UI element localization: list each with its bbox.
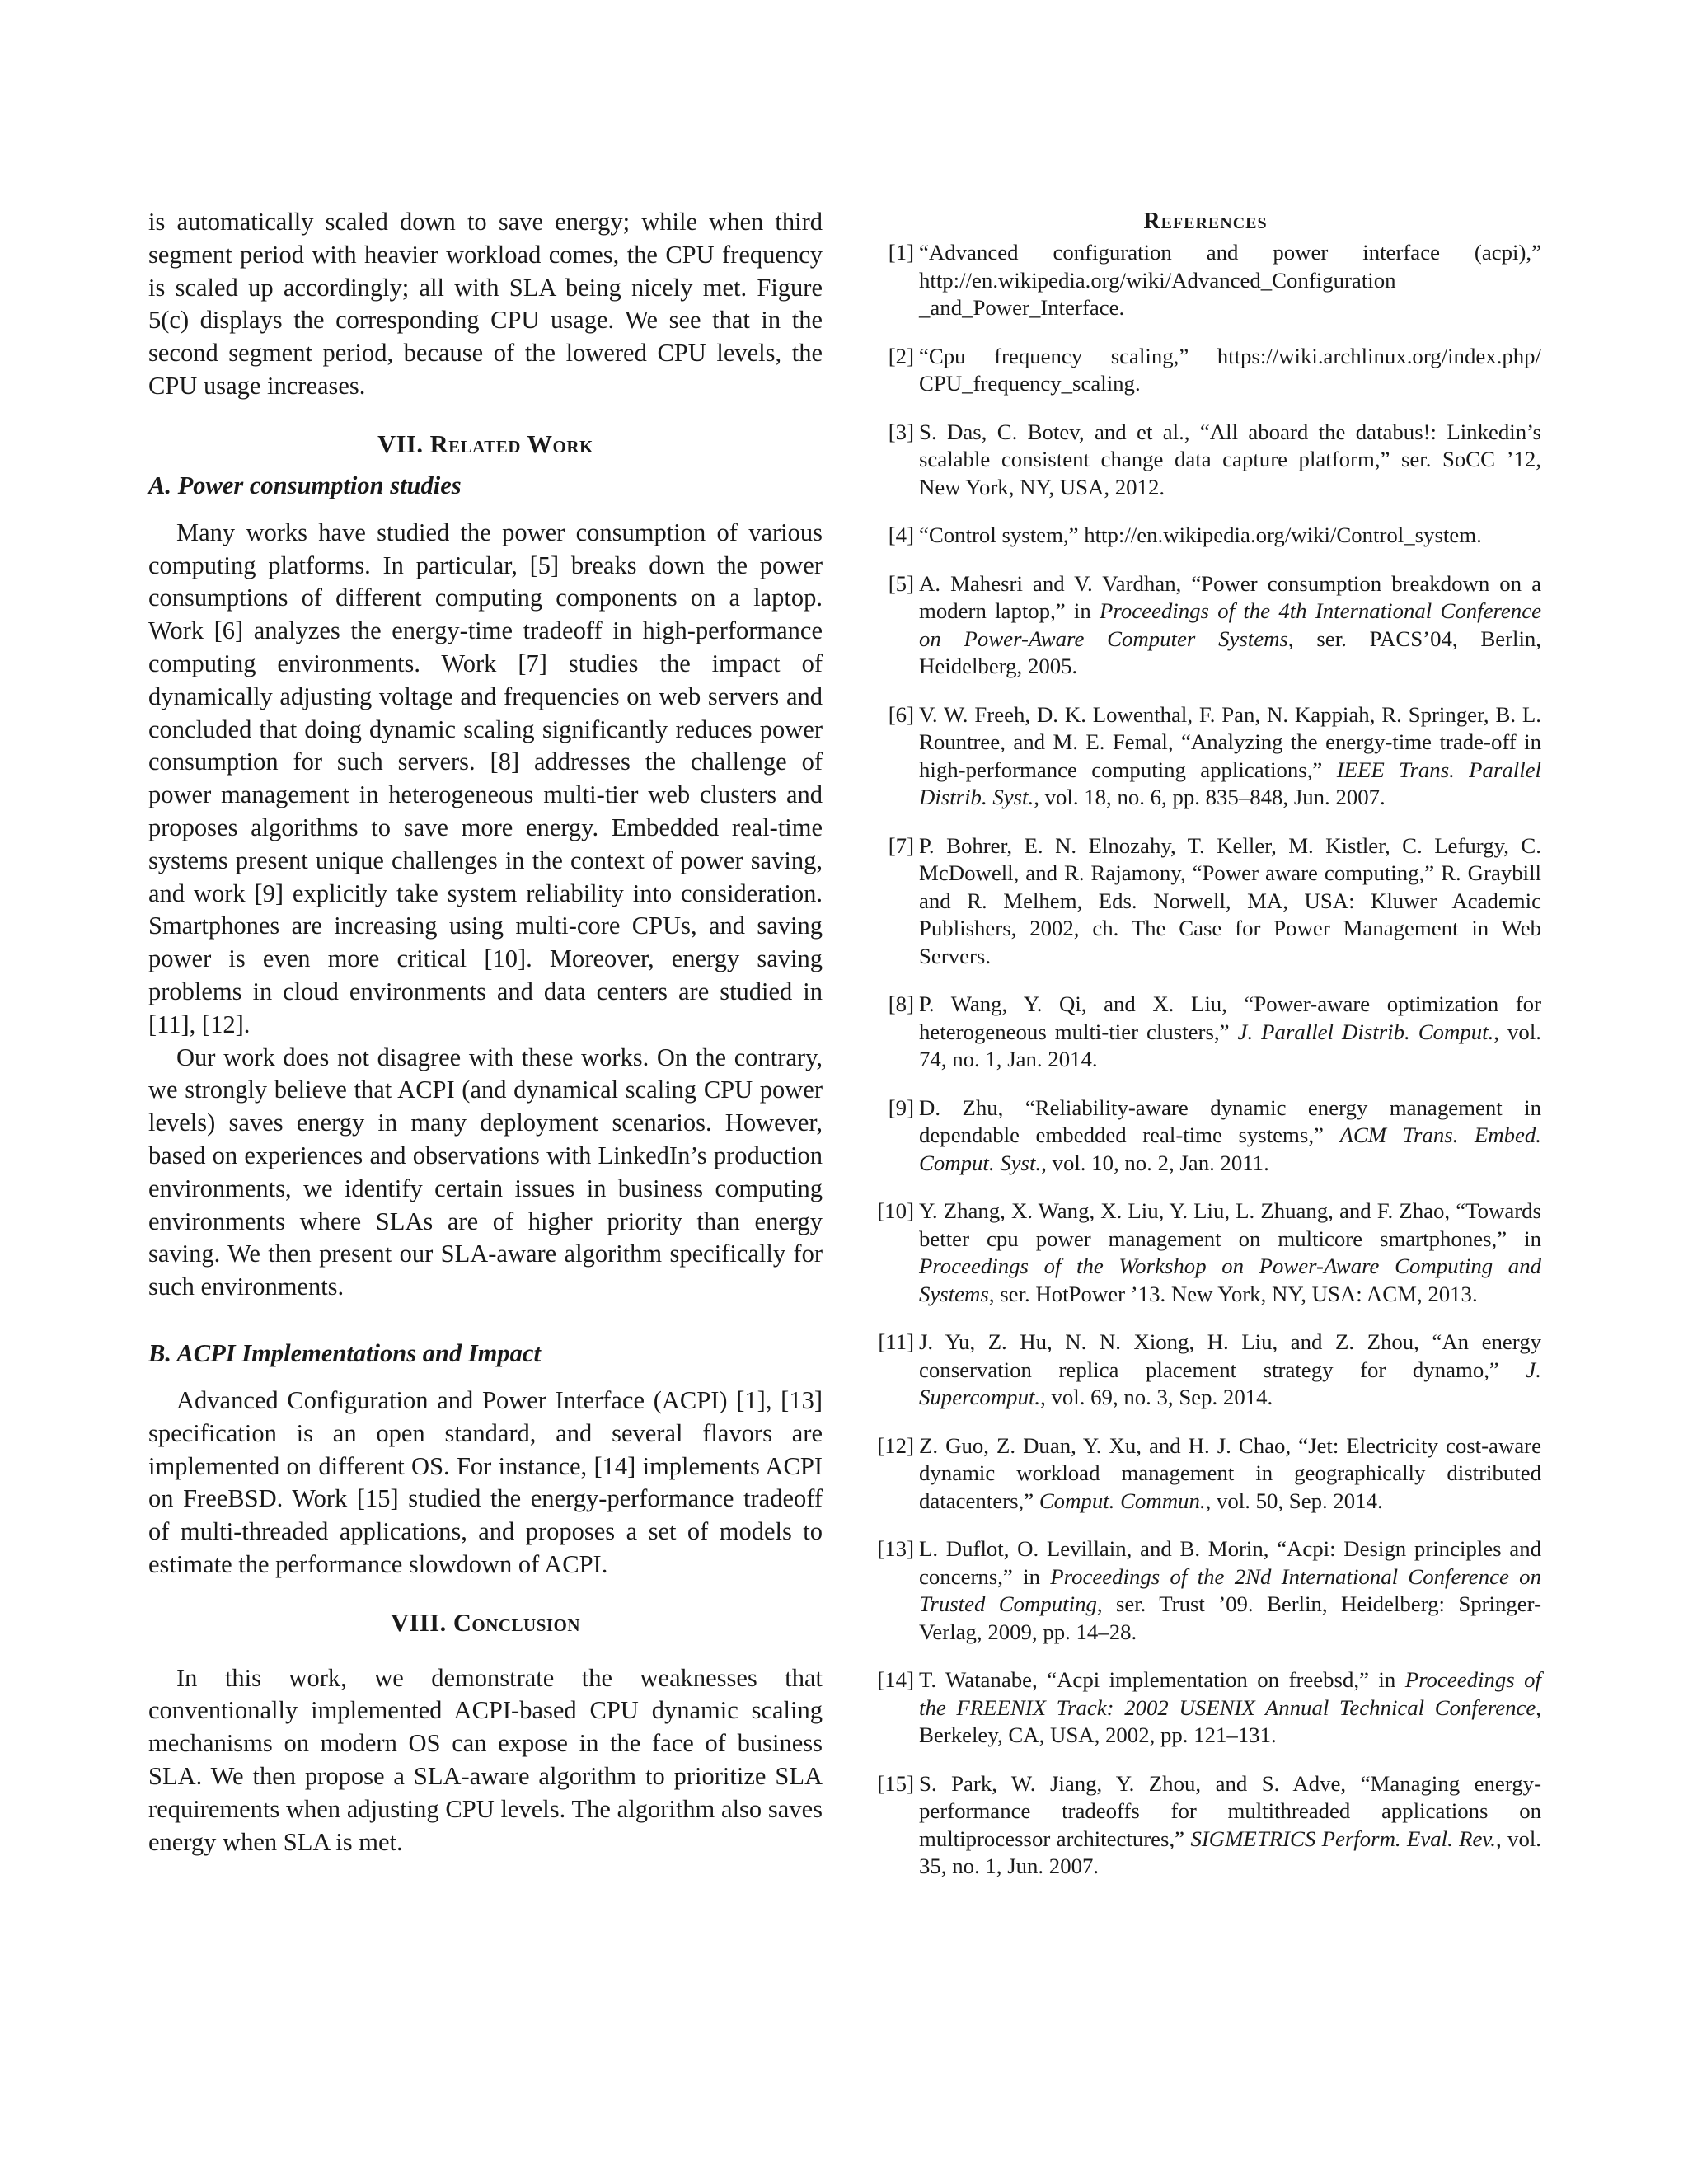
reference-text bbox=[919, 419, 1541, 502]
reference-venue: Comput. Commun. bbox=[1039, 1488, 1206, 1513]
reference-text-main: “Control system,” http://en.wikipedia.org/wiki/Control_system. bbox=[919, 523, 1482, 547]
reference-number: [6] bbox=[888, 701, 914, 727]
reference-text bbox=[919, 570, 1541, 681]
reference-venue: IEEE Trans. Parallel Distrib. Syst. bbox=[919, 757, 1542, 809]
reference-text bbox=[919, 1197, 1541, 1308]
reference-text-tail: , Berkeley, CA, USA, 2002, pp. 121–131. bbox=[919, 1694, 1541, 1747]
reference-text-tail: , ser. HotPower ’13. New York, NY, USA: ACM, 2013. bbox=[988, 1281, 1478, 1306]
reference-text-main: T. Watanabe, “Acpi implementation on freebsd,” in bbox=[919, 1667, 1405, 1692]
reference-text-main: “Advanced configuration and power interface (acpi),” http://en.wikipedia.org/wiki/Advanced_Configuration _and_Power_Interface. bbox=[919, 240, 1541, 320]
reference-number: [14] bbox=[877, 1667, 914, 1692]
reference-text-main: “Cpu frequency scaling,” https://wiki.archlinux.org/index.php/ CPU_frequency_scaling. bbox=[919, 343, 1541, 396]
reference-number: [9] bbox=[888, 1094, 914, 1120]
reference-item bbox=[870, 419, 1541, 502]
section-heading-related-work bbox=[148, 428, 823, 461]
reference-number: [10] bbox=[877, 1198, 914, 1223]
reference-venue: J. Parallel Distrib. Comput. bbox=[1237, 1019, 1494, 1044]
reference-item bbox=[870, 701, 1541, 812]
reference-text-main: A. Mahesri and V. Vardhan, “Power consumption breakdown on a modern laptop,” in bbox=[919, 570, 1541, 623]
reference-number: [4] bbox=[888, 523, 914, 547]
reference-text-main: P. Wang, Y. Qi, and X. Liu, “Power-aware optimization for heterogeneous multi-tier clusters,” bbox=[919, 991, 1541, 1044]
right-column bbox=[870, 206, 1541, 1901]
subsection-heading-power-consumption: A. Power consumption studies bbox=[148, 471, 462, 499]
reference-venue: ACM Trans. Embed. Comput. Syst. bbox=[919, 1122, 1542, 1175]
section-numeral: VIII. bbox=[390, 1608, 447, 1637]
reference-text bbox=[919, 832, 1541, 971]
references-heading: References bbox=[1143, 209, 1268, 234]
reference-text bbox=[919, 1666, 1541, 1750]
reference-number: [12] bbox=[877, 1432, 914, 1458]
section-title: Conclusion bbox=[452, 1608, 581, 1637]
left-column bbox=[148, 206, 823, 1858]
reference-number: [7] bbox=[888, 832, 914, 858]
reference-list bbox=[870, 239, 1541, 1881]
reference-text bbox=[919, 343, 1541, 398]
reference-number: [15] bbox=[877, 1770, 914, 1796]
reference-venue: Proceedings of the Workshop on Power-Aware Computing and Systems bbox=[919, 1254, 1541, 1306]
reference-venue: Proceedings of the FREENIX Track: 2002 USENIX Annual Technical Conference bbox=[919, 1667, 1541, 1720]
reference-number: [3] bbox=[888, 419, 914, 444]
reference-item bbox=[870, 343, 1541, 398]
reference-text-tail: , vol. 50, Sep. 2014. bbox=[1205, 1488, 1383, 1513]
reference-item bbox=[870, 239, 1541, 322]
reference-item bbox=[870, 1329, 1541, 1412]
reference-text-tail: , vol. 74, no. 1, Jan. 2014. bbox=[919, 1019, 1541, 1071]
reference-item bbox=[870, 991, 1541, 1074]
reference-text-tail: , vol. 10, no. 2, Jan. 2011. bbox=[1041, 1150, 1269, 1175]
reference-item bbox=[870, 1197, 1541, 1308]
section-title: Related Work bbox=[429, 429, 593, 458]
section-numeral: VII. bbox=[377, 429, 424, 458]
reference-item bbox=[870, 1535, 1541, 1646]
reference-item bbox=[870, 570, 1541, 681]
reference-number: [13] bbox=[877, 1536, 914, 1561]
reference-item bbox=[870, 1094, 1541, 1178]
reference-text-main: S. Park, W. Jiang, Y. Zhou, and S. Adve, “Managing energy-performance tradeoffs for multithreaded applications on multiprocessor architectures,” bbox=[919, 1770, 1541, 1851]
reference-number: [2] bbox=[888, 343, 914, 368]
reference-text bbox=[919, 239, 1541, 322]
reference-text-tail: , ser. Trust ’09. Berlin, Heidelberg: Springer-Verlag, 2009, pp. 14–28. bbox=[919, 1591, 1541, 1644]
reference-text-tail: , vol. 18, no. 6, pp. 835–848, Jun. 2007. bbox=[1034, 785, 1386, 809]
reference-text bbox=[919, 991, 1541, 1074]
paragraph: Advanced Configuration and Power Interface (ACPI) [1], [13] specification is an open standard, and several flavors are implemented on different OS. For instance, [14] implements ACPI on FreeBSD. Work [15] studied the energy-performance tradeoff of multi-threaded applications, and proposes a set of models to estimate the performance slowdown of ACPI. bbox=[148, 1385, 823, 1578]
reference-item bbox=[870, 1432, 1541, 1516]
reference-text bbox=[919, 1094, 1541, 1178]
reference-text-tail: , vol. 35, no. 1, Jun. 2007. bbox=[919, 1825, 1541, 1878]
reference-text bbox=[919, 1329, 1541, 1412]
reference-text-tail: , vol. 69, no. 3, Sep. 2014. bbox=[1040, 1385, 1273, 1409]
reference-number: [5] bbox=[888, 570, 914, 596]
reference-text bbox=[919, 1432, 1541, 1516]
subsection-heading-acpi: B. ACPI Implementations and Impact bbox=[148, 1338, 541, 1367]
intro-paragraph: is automatically scaled down to save energy; while when third segment period with heavier workload comes, the CPU frequency is scaled up accordingly; all with SLA being nicely met. Figure 5(c) displays the corresponding CPU usage. We see that in the second segment period, because of the lowered CPU levels, the CPU usage increases. bbox=[148, 208, 823, 400]
reference-text-main: Y. Zhang, X. Wang, X. Liu, Y. Liu, L. Zhuang, and F. Zhao, “Towards better cpu power management on multicore smartphones,” in bbox=[919, 1198, 1541, 1251]
conclusion-paragraph: In this work, we demonstrate the weaknesses that conventionally implemented ACPI-based CPU dynamic scaling mechanisms on modern OS can expose in the face of business SLA. We then propose a SLA-aware algorithm to prioritize SLA requirements when adjusting CPU levels. The algorithm also saves energy when SLA is met. bbox=[148, 1663, 823, 1856]
paragraph: Many works have studied the power consumption of various computing platforms. In particular, [5] breaks down the power consumptions of different computing components on a laptop. Work [6] analyzes the energy-time tradeoff in high-performance computing environments. Work [7] studies the impact of dynamically adjusting voltage and frequencies on web servers and concluded that doing dynamic scaling significantly reduces power consumption for such servers. [8] addresses the challenge of power management in heterogeneous multi-tier web clusters and proposes algorithms to save more energy. Embedded real-time systems present unique challenges in the context of power saving, and work [9] explicitly take system reliability into consideration. Smartphones are increasing using multi-core CPUs, and saving power is even more critical [10]. Moreover, energy saving problems in cloud environments and data centers are studied in [11], [12]. bbox=[148, 518, 823, 1038]
reference-text-main: V. W. Freeh, D. K. Lowenthal, F. Pan, N. Kappiah, R. Springer, B. L. Rountree, and M. E. Femal, “Analyzing the energy-time trade-off in high-performance computing applications,” bbox=[919, 701, 1541, 782]
reference-text-tail: , ser. PACS’04, Berlin, Heidelberg, 2005. bbox=[919, 626, 1542, 678]
reference-item bbox=[870, 832, 1541, 971]
reference-item bbox=[870, 1770, 1541, 1881]
reference-number: [1] bbox=[888, 240, 914, 265]
reference-item bbox=[870, 522, 1541, 550]
reference-item bbox=[870, 1666, 1541, 1750]
reference-venue: Proceedings of the 4th International Conference on Power-Aware Computer Systems bbox=[919, 598, 1541, 651]
reference-text bbox=[919, 1770, 1541, 1881]
reference-text-main: J. Yu, Z. Hu, N. N. Xiong, H. Liu, and Z. Zhou, “An energy conservation replica placement strategy for dynamo,” bbox=[919, 1329, 1541, 1382]
paragraph: Our work does not disagree with these works. On the contrary, we strongly believe that ACPI (and dynamical scaling CPU power levels) saves energy in many deployment scenarios. However, based on experiences and observations with LinkedIn’s production environments, we identify certain issues in business computing environments where SLAs are of higher priority than energy saving. We then present our SLA-aware algorithm specifically for such environments. bbox=[148, 1043, 823, 1301]
reference-venue: SIGMETRICS Perform. Eval. Rev. bbox=[1190, 1825, 1496, 1851]
reference-text bbox=[919, 701, 1541, 812]
reference-text bbox=[919, 522, 1541, 550]
reference-number: [8] bbox=[888, 991, 914, 1016]
reference-text-main: S. Das, C. Botev, and et al., “All aboard the databus!: Linkedin’s scalable consistent change data capture platform,” ser. SoCC ’12, New York, NY, USA, 2012. bbox=[919, 419, 1541, 499]
reference-text bbox=[919, 1535, 1541, 1646]
section-heading-conclusion bbox=[148, 1606, 823, 1639]
reference-text-main: P. Bohrer, E. N. Elnozahy, T. Keller, M. Kistler, C. Lefurgy, C. McDowell, and R. Rajamony, “Power aware computing,” R. Graybill and R. Melhem, Eds. Norwell, MA, USA: Kluwer Academic Publishers, 2002, ch. The Case for Power Management in Web Servers. bbox=[919, 832, 1541, 968]
reference-venue: J. Supercomput. bbox=[919, 1357, 1541, 1409]
reference-venue: Proceedings of the 2Nd International Conference on Trusted Computing bbox=[919, 1563, 1541, 1616]
reference-text-main: L. Duflot, O. Levillain, and B. Morin, “Acpi: Design principles and concerns,” in bbox=[919, 1536, 1541, 1589]
reference-number: [11] bbox=[878, 1329, 914, 1354]
reference-text-main: Z. Guo, Z. Duan, Y. Xu, and H. J. Chao, “Jet: Electricity cost-aware dynamic workload management in geographically distributed datacenters,” bbox=[919, 1432, 1541, 1513]
reference-text-main: D. Zhu, “Reliability-aware dynamic energy management in dependable embedded real-time systems,” bbox=[919, 1094, 1541, 1147]
